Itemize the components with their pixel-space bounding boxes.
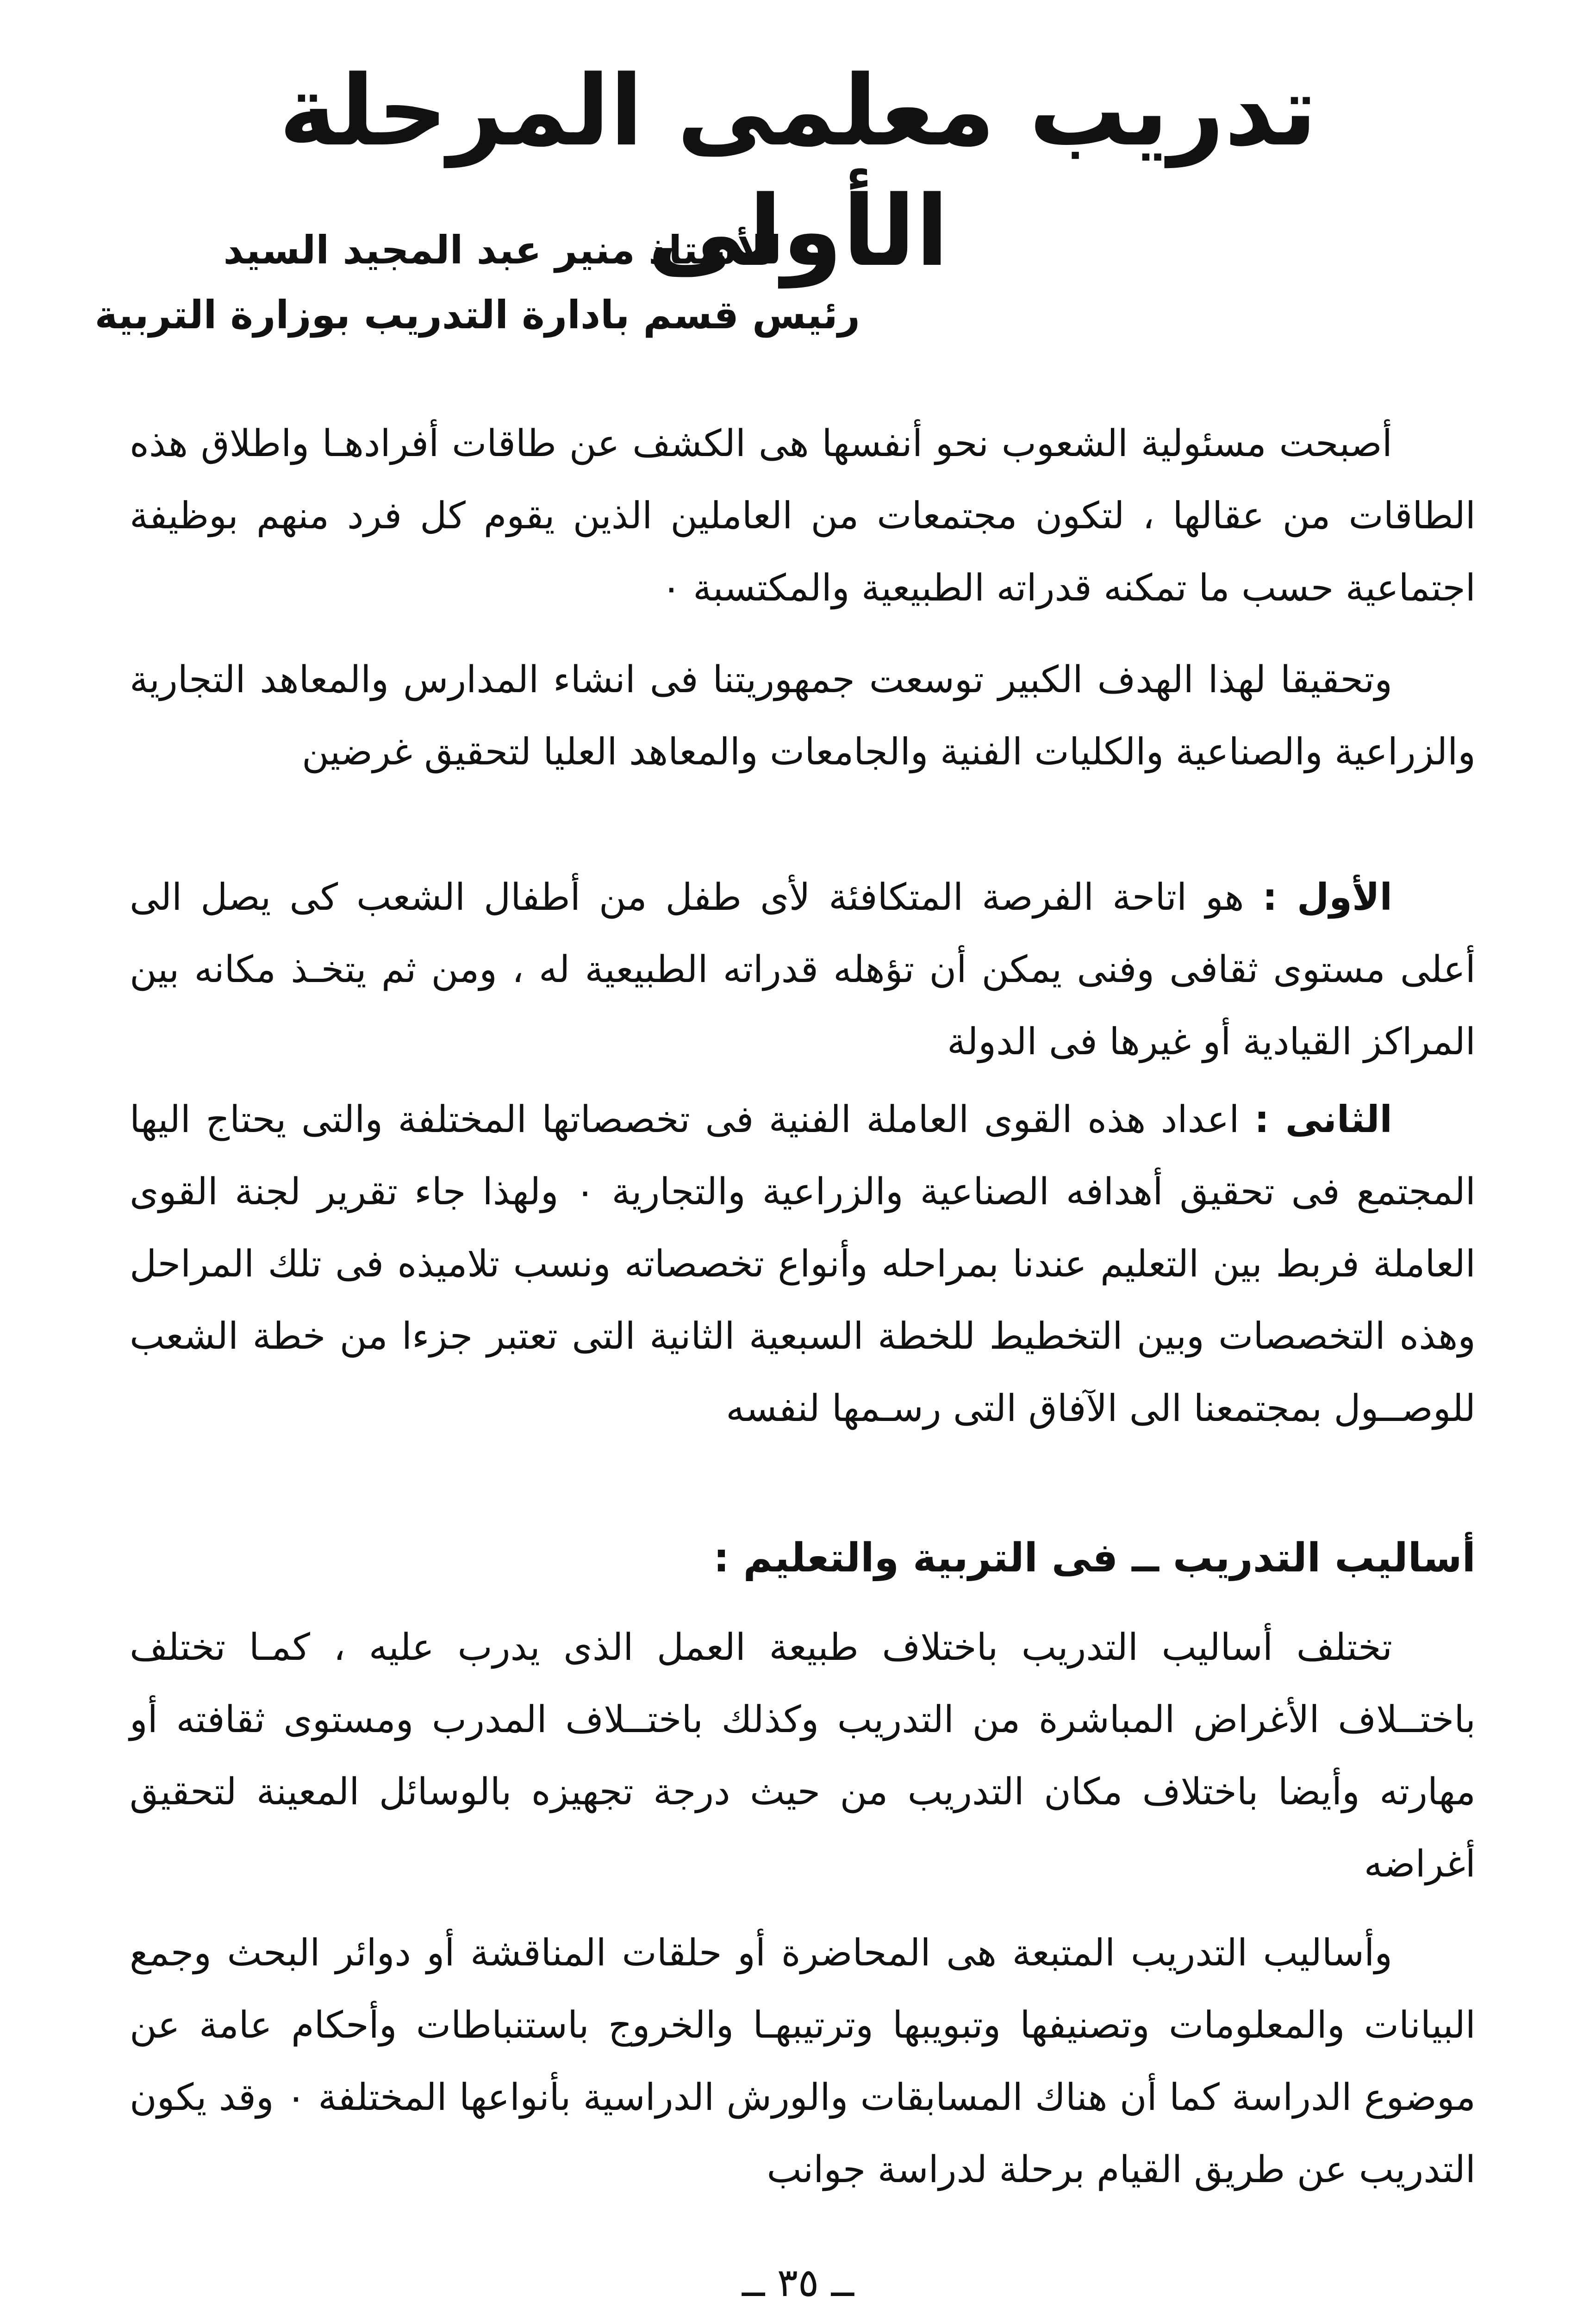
author-name: للأستاذ منير عبد المجيد السيد (223, 227, 781, 273)
first-goal-text: هو اتاحة الفرصة المتكافئة لأى طفل من أطفال الشعب كى يصل الى أعلى مستوى ثقافى وفنى يمكن أن تؤهله قدراته الطبيعية له ، ومن ثم يتخـذ مكانه بين المراكز القيادية أو غيرها فى الدولة (130, 876, 1476, 1063)
byline (73, 218, 860, 347)
paragraph-first-goal (130, 861, 1476, 1078)
author-role: رئيس قسم بادارة التدريب بوزارة التربية (94, 292, 860, 338)
paragraph-text (130, 861, 1476, 1078)
page-number: ــ ٣٥ ــ (742, 2260, 854, 2305)
second-goal-label: الثانى : (1254, 1098, 1392, 1141)
paragraph-text: أصبحت مسئولية الشعوب نحو أنفسها هى الكشف عن طاقات أفرادهـا واطلاق هذه الطاقات من عقالها ، لتكون مجتمعات من العاملين الذين يقوم كل فرد منهم بوظيفة اجتماعية حسب ما تمكنه قدراته الطبيعية والمكتسبة ٠ (130, 422, 1476, 609)
paragraph-text: وتحقيقا لهذا الهدف الكبير توسعت جمهوريتنا فى انشاء المدارس والمعاهد التجارية والزراعية والصناعية والكليات الفنية والجامعات والمعاهد العليا لتحقيق غرضين (130, 658, 1476, 773)
paragraph-text: وأساليب التدريب المتبعة هى المحاضرة أو حلقات المناقشة أو دوائر البحث وجمع البيانات والمعلومات وتصنيفها وتبويبها وترتيبهـا والخروج باستنباطات وأحكام عامة عن موضوع الدراسة كما أن هناك المسابقات والورش الدراسية بأنواعها المختلفة ٠ وقد يكون التدريب عن طريق القيام برحلة لدراسة جوانب (130, 1931, 1476, 2191)
paragraph-5 (130, 1611, 1476, 1900)
paragraph-text: تختلف أساليب التدريب باختلاف طبيعة العمل الذى يدرب عليه ، كمـا تختلف باختــلاف الأغراض المباشرة من التدريب وكذلك باختــلاف المدرب ومستوى ثقافته أو مهارته وأيضا باختلاف مكان التدريب من حيث درجة تجهيزه بالوسائل المعينة لتحقيق أغراضه (130, 1626, 1476, 1885)
paragraph-text (130, 1083, 1476, 1445)
page-title: تدريب معلمى المرحلة الأولى (279, 54, 1317, 288)
paragraph-2 (130, 644, 1476, 788)
first-goal-label: الأول : (1262, 876, 1392, 919)
paragraph-second-goal (130, 1083, 1476, 1445)
paragraph-1 (130, 407, 1476, 624)
paragraph-6 (130, 1917, 1476, 2206)
section-heading: أساليب التدريب ــ فى التربية والتعليم : (713, 1535, 1476, 1581)
second-goal-text: اعداد هذه القوى العاملة الفنية فى تخصصاتها المختلفة والتى يحتاج اليها المجتمع فى تحقيق أهدافه الصناعية والزراعية والتجارية ٠ ولهذا جاء تقرير لجنة القوى العاملة فربط بين التعليم عندنا بمراحله وأنواع تخصصاته ونسب تلاميذه فى تلك المراحل وهذه التخصصات وبين التخطيط للخطة السبعية الثانية التى تعتبر جزءا من خطة الشعب للوصــول بمجتمعنا الى الآفاق التى رسـمها لنفسه (130, 1098, 1476, 1430)
